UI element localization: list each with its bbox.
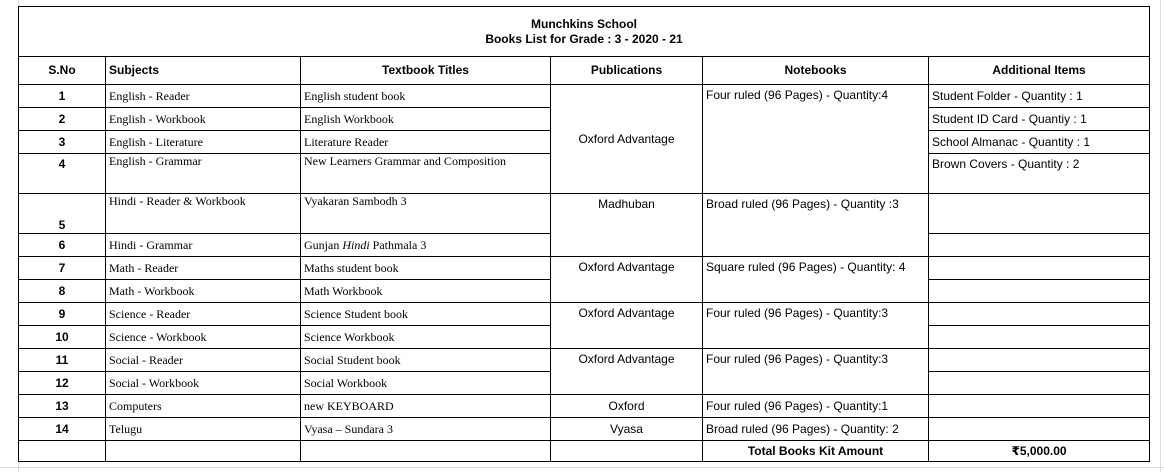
title-text: Gunjan <box>304 237 343 252</box>
table-row <box>19 303 1150 326</box>
sno-cell[interactable]: 4 <box>19 154 106 194</box>
subject-cell[interactable]: Computers <box>106 395 301 418</box>
empty-cell[interactable] <box>106 441 301 462</box>
sno-cell[interactable]: 9 <box>19 303 106 326</box>
books-list-table <box>18 6 1150 462</box>
empty-cell[interactable] <box>551 441 703 462</box>
sheet-gridline <box>0 467 1164 468</box>
title-cell[interactable]: Social Workbook <box>301 372 551 395</box>
sno-cell[interactable]: 5 <box>19 194 106 234</box>
publication-cell-science[interactable]: Oxford Advantage <box>551 303 703 349</box>
subject-cell[interactable]: English - Reader <box>106 85 301 108</box>
title-italic-text: Hindi <box>342 237 370 252</box>
table-row <box>19 257 1150 280</box>
subject-cell[interactable]: English - Workbook <box>106 108 301 131</box>
header-publications[interactable]: Publications <box>551 57 703 85</box>
sno-cell[interactable]: 14 <box>19 418 106 441</box>
title-cell[interactable]: Maths student book <box>301 257 551 280</box>
additional-item-cell-empty[interactable] <box>929 326 1150 349</box>
subject-cell[interactable]: Science - Reader <box>106 303 301 326</box>
sno-cell[interactable]: 1 <box>19 85 106 108</box>
title-cell[interactable]: Science Workbook <box>301 326 551 349</box>
table-row <box>19 194 1150 234</box>
sno-cell[interactable]: 13 <box>19 395 106 418</box>
subject-cell[interactable]: Math - Reader <box>106 257 301 280</box>
notebook-cell-hindi[interactable]: Broad ruled (96 Pages) - Quantity :3 <box>703 194 929 257</box>
additional-item-cell[interactable]: Brown Covers - Quantity : 2 <box>929 154 1150 194</box>
notebook-cell-math[interactable]: Square ruled (96 Pages) - Quantity: 4 <box>703 257 929 303</box>
subject-cell[interactable]: Telugu <box>106 418 301 441</box>
title-cell[interactable]: English Workbook <box>301 108 551 131</box>
sno-cell[interactable]: 7 <box>19 257 106 280</box>
publication-cell-telugu[interactable]: Vyasa <box>551 418 703 441</box>
title-text: Pathmala 3 <box>369 237 427 252</box>
subject-cell[interactable]: Social - Workbook <box>106 372 301 395</box>
notebook-cell-social[interactable]: Four ruled (96 Pages) - Quantity:3 <box>703 349 929 395</box>
additional-item-cell-empty[interactable] <box>929 234 1150 257</box>
header-additional-items[interactable]: Additional Items <box>929 57 1150 85</box>
total-row <box>19 441 1150 462</box>
table-row <box>19 85 1150 108</box>
additional-item-cell-empty[interactable] <box>929 257 1150 280</box>
publication-cell-computers[interactable]: Oxford <box>551 395 703 418</box>
publication-cell-math[interactable]: Oxford Advantage <box>551 257 703 303</box>
title-cell[interactable]: English student book <box>301 85 551 108</box>
title-cell[interactable]: Social Student book <box>301 349 551 372</box>
title-cell[interactable]: Vyasa – Sundara 3 <box>301 418 551 441</box>
header-subjects[interactable]: Subjects <box>106 57 301 85</box>
subject-cell[interactable]: Hindi - Reader & Workbook <box>106 194 301 234</box>
header-sno[interactable]: S.No <box>19 57 106 85</box>
sno-cell[interactable]: 8 <box>19 280 106 303</box>
additional-item-cell[interactable]: School Almanac - Quantity : 1 <box>929 131 1150 154</box>
title-cell[interactable]: New Learners Grammar and Composition <box>301 154 551 194</box>
table-row <box>19 418 1150 441</box>
title-cell[interactable]: Science Student book <box>301 303 551 326</box>
additional-item-cell-empty[interactable] <box>929 280 1150 303</box>
subject-cell[interactable]: Science - Workbook <box>106 326 301 349</box>
additional-item-cell-empty[interactable] <box>929 194 1150 234</box>
title-cell[interactable]: Literature Reader <box>301 131 551 154</box>
sheet-title[interactable] <box>19 7 1150 57</box>
subject-cell[interactable]: Math - Workbook <box>106 280 301 303</box>
notebook-cell-computers[interactable]: Four ruled (96 Pages) - Quantity:1 <box>703 395 929 418</box>
additional-item-cell[interactable]: Student ID Card - Quantiy : 1 <box>929 108 1150 131</box>
header-textbook-titles[interactable]: Textbook Titles <box>301 57 551 85</box>
publication-cell-hindi[interactable]: Madhuban <box>551 194 703 257</box>
notebook-cell-english[interactable]: Four ruled (96 Pages) - Quantity:4 <box>703 85 929 194</box>
title-cell[interactable] <box>301 234 551 257</box>
title-cell[interactable]: Math Workbook <box>301 280 551 303</box>
empty-cell[interactable] <box>19 441 106 462</box>
subject-cell[interactable]: English - Literature <box>106 131 301 154</box>
sno-cell[interactable]: 3 <box>19 131 106 154</box>
notebook-cell-science[interactable]: Four ruled (96 Pages) - Quantity:3 <box>703 303 929 349</box>
sheet-gridline <box>1160 0 1161 472</box>
notebook-cell-telugu[interactable]: Broad ruled (96 Pages) - Quantity: 2 <box>703 418 929 441</box>
sno-cell[interactable]: 10 <box>19 326 106 349</box>
publication-cell-english[interactable]: Oxford Advantage <box>551 85 703 194</box>
header-notebooks[interactable]: Notebooks <box>703 57 929 85</box>
additional-item-cell-empty[interactable] <box>929 395 1150 418</box>
grade-subtitle: Books List for Grade : 3 - 2020 - 21 <box>485 31 683 46</box>
sno-cell[interactable]: 12 <box>19 372 106 395</box>
sno-cell[interactable]: 6 <box>19 234 106 257</box>
additional-item-cell-empty[interactable] <box>929 349 1150 372</box>
title-cell[interactable]: Vyakaran Sambodh 3 <box>301 194 551 234</box>
school-name: Munchkins School <box>531 16 638 31</box>
subject-cell[interactable]: Social - Reader <box>106 349 301 372</box>
total-amount-label[interactable]: Total Books Kit Amount <box>703 441 929 462</box>
additional-item-cell[interactable]: Student Folder - Quantity : 1 <box>929 85 1150 108</box>
sno-cell[interactable]: 2 <box>19 108 106 131</box>
table-row <box>19 395 1150 418</box>
title-cell[interactable]: new KEYBOARD <box>301 395 551 418</box>
subject-cell[interactable]: English - Grammar <box>106 154 301 194</box>
total-amount-value[interactable]: ₹5,000.00 <box>929 441 1150 462</box>
sno-cell[interactable]: 11 <box>19 349 106 372</box>
additional-item-cell-empty[interactable] <box>929 303 1150 326</box>
empty-cell[interactable] <box>301 441 551 462</box>
publication-cell-social[interactable]: Oxford Advantage <box>551 349 703 395</box>
subject-cell[interactable]: Hindi - Grammar <box>106 234 301 257</box>
additional-item-cell-empty[interactable] <box>929 372 1150 395</box>
additional-item-cell-empty[interactable] <box>929 418 1150 441</box>
table-row <box>19 349 1150 372</box>
